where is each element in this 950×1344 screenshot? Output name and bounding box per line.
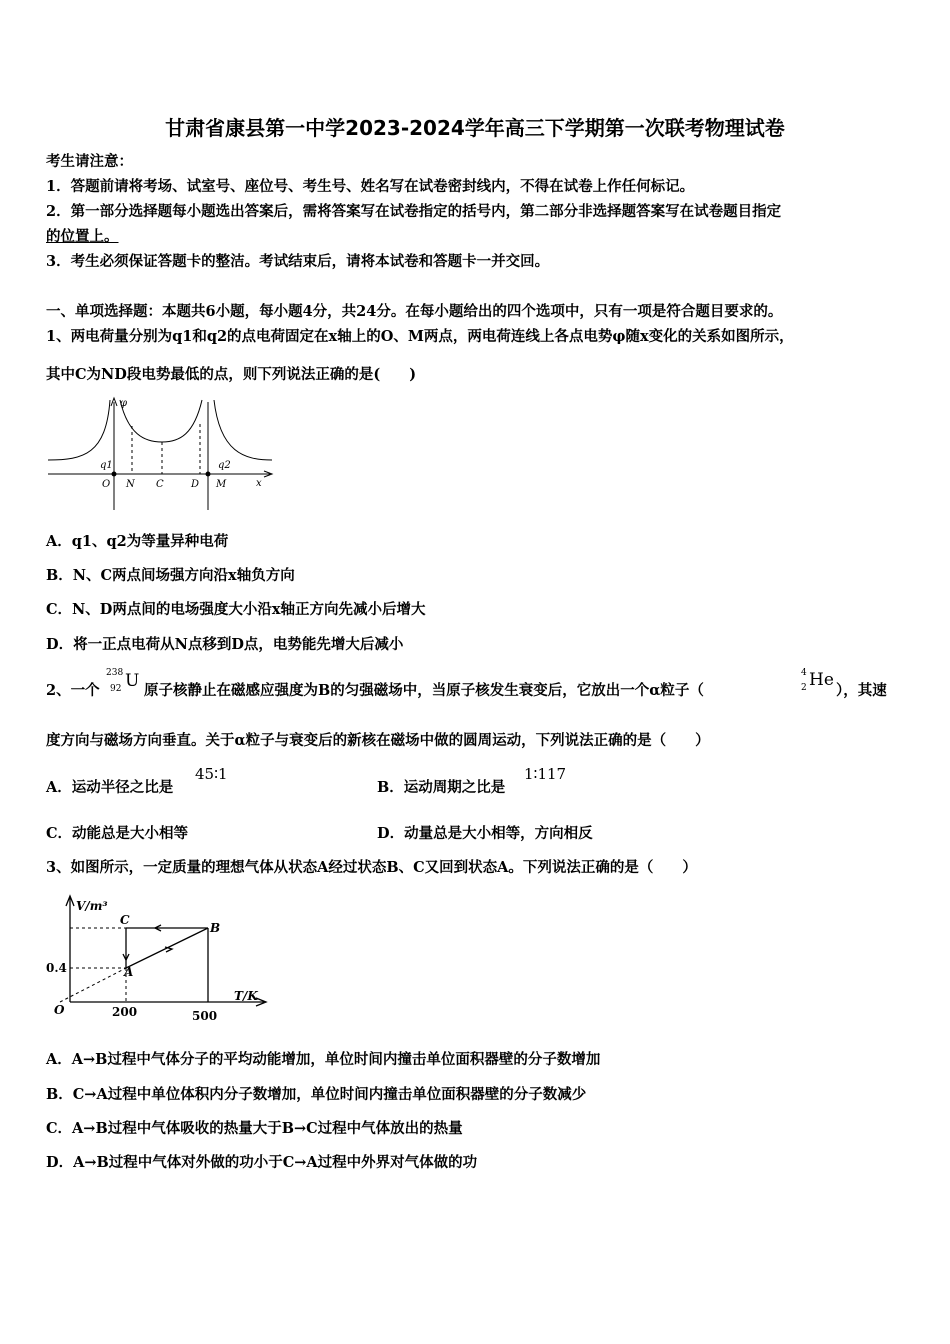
q2-stem-part3: ），其速 [836, 682, 887, 699]
q2-charge-dot [206, 472, 211, 477]
label-q1: q1 [100, 460, 113, 471]
uranium-mass-number: 238 [106, 668, 124, 678]
q2-option-c: C．动能总是大小相等 [46, 825, 189, 842]
label-M: M [216, 479, 227, 490]
q3-point-c: C [120, 913, 130, 927]
label-C: C [156, 479, 164, 490]
q1-potential-graph [44, 394, 280, 514]
q3-axis-x-label: T/K [234, 989, 258, 1003]
helium-atomic-number: 2 [801, 683, 807, 693]
axis-label-x: x [256, 478, 262, 489]
q1-option-d: D．将一正点电荷从N点移到D点，电势能先增大后减小 [46, 636, 404, 653]
notice-item-2: 2．第一部分选择题每小题选出答案后，需将答案写在试卷指定的括号内，第二部分非选择题答案写在试卷题目指定 [46, 203, 782, 220]
label-O: O [102, 479, 111, 490]
q1-option-a: A．q1、q2为等量异种电荷 [46, 533, 229, 550]
uranium-atomic-number: 92 [110, 684, 122, 694]
q1-option-b: B．N、C两点间场强方向沿x轴负方向 [46, 567, 295, 584]
uranium-symbol: U [125, 671, 140, 691]
notice-item-3: 3．考生必须保证答题卡的整洁。考试结束后，请将本试卷和答题卡一并交回。 [46, 253, 550, 270]
q2-stem-part2: 原子核静止在磁感应强度为B的匀强磁场中，当原子核发生衰变后，它放出一个α粒子（ [144, 682, 704, 699]
helium-nuclide [798, 668, 834, 698]
q2-option-a: A．运动半径之比是 [46, 779, 174, 796]
q3-y-tick: 0.4 [46, 961, 67, 975]
q3-option-c: C．A→B过程中气体吸收的热量大于B→C过程中气体放出的热量 [46, 1120, 463, 1137]
q3-option-b: B．C→A过程中单位体积内分子数增加，单位时间内撞击单位面积器壁的分子数减少 [46, 1086, 587, 1103]
notice-item-1: 1．答题前请将考场、试室号、座位号、考生号、姓名写在试卷密封线内，不得在试卷上作任何标记。 [46, 178, 695, 195]
q3-point-b: B [210, 921, 221, 935]
q2-option-b-value: 1∶117 [524, 765, 567, 783]
q2-option-a-value: 45∶1 [195, 765, 228, 783]
q3-x-tick-500: 500 [192, 1009, 218, 1023]
q1-charge-dot [112, 472, 117, 477]
q3-x-tick-200: 200 [112, 1005, 138, 1019]
uranium-nuclide [106, 668, 140, 698]
notice-item-2-cont: 的位置上。 [46, 228, 119, 245]
q2-option-b: B．运动周期之比是 [377, 779, 506, 796]
q3-vt-graph [44, 894, 274, 1028]
axis-label-phi: φ [120, 398, 128, 409]
q3-origin-label: O [54, 1003, 65, 1017]
helium-symbol: He [809, 670, 834, 690]
notice-heading: 考生请注意： [46, 153, 133, 170]
q2-stem-line2: 度方向与磁场方向垂直。关于α粒子与衰变后的新核在磁场中做的圆周运动，下列说法正确的是（ ） [46, 732, 710, 749]
label-D: D [191, 479, 200, 490]
helium-mass-number: 4 [801, 668, 807, 678]
q3-stem: 3、如图所示，一定质量的理想气体从状态A经过状态B、C又回到状态A。下列说法正确的是（ ） [46, 859, 697, 876]
q3-point-a: A [124, 965, 134, 979]
q3-option-a: A．A→B过程中气体分子的平均动能增加，单位时间内撞击单位面积器壁的分子数增加 [46, 1051, 601, 1068]
q3-axis-y-label: V/m³ [76, 899, 108, 913]
q1-stem-line1: 1、两电荷量分别为q1和q2的点电荷固定在x轴上的O、M两点，两电荷连线上各点电势φ随x变化的关系如图所示， [46, 328, 794, 345]
label-q2: q2 [218, 460, 231, 471]
section-heading: 一、单项选择题：本题共6小题，每小题4分，共24分。在每小题给出的四个选项中，只有一项是符合题目要求的。 [46, 303, 783, 320]
q2-option-d: D．动量总是大小相等，方向相反 [377, 825, 593, 842]
q1-stem-line2: 其中C为ND段电势最低的点，则下列说法正确的是( ) [46, 366, 417, 383]
q3-option-d: D．A→B过程中气体对外做的功小于C→A过程中外界对气体做的功 [46, 1154, 478, 1171]
page-title: 甘肃省康县第一中学2023-2024学年高三下学期第一次联考物理试卷 [165, 116, 785, 140]
label-N: N [126, 479, 135, 490]
q1-option-c: C．N、D两点间的电场强度大小沿x轴正方向先减小后增大 [46, 601, 426, 618]
q2-stem-part1: 2、一个 [46, 682, 100, 699]
